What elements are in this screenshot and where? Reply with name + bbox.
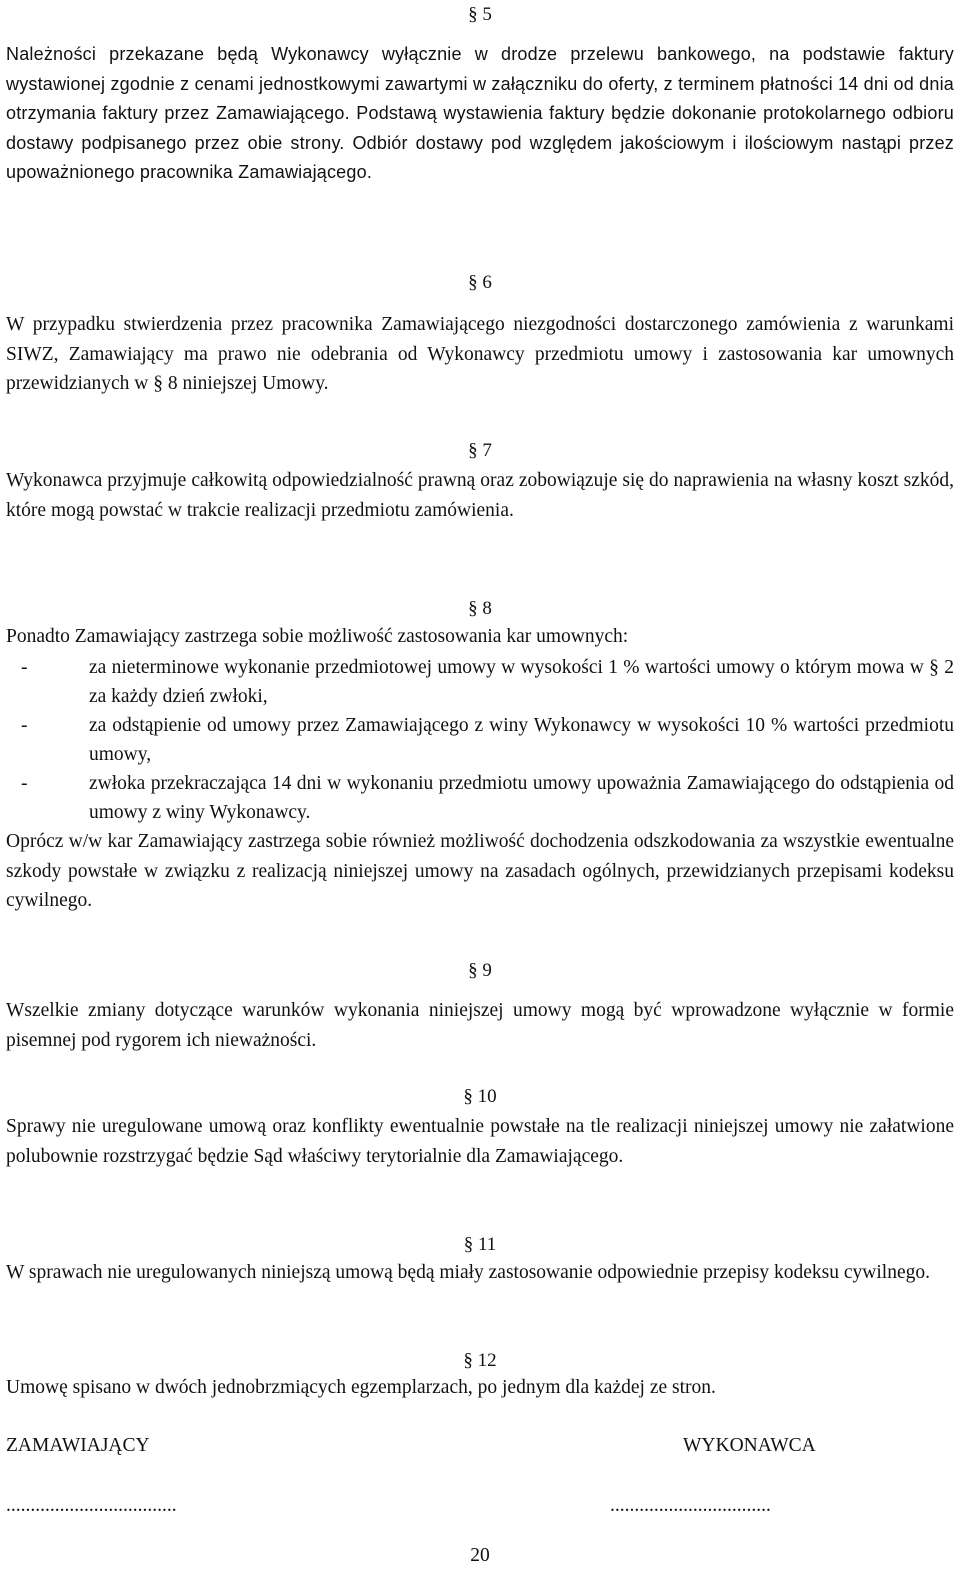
- section-heading-9: § 9: [468, 960, 492, 981]
- section-10-text: Sprawy nie uregulowane umową oraz konflikty ewentualnie powstałe na tle realizacji niniejszej umowy nie załatwione polubownie rozstrzygać będzie Sąd właściwy terytorialnie dla Zamawiającego.: [6, 1116, 954, 1167]
- section-6-text: W przypadku stwierdzenia przez pracownika Zamawiającego niezgodności dostarczonego zamówienia z warunkami SIWZ, Zamawiający ma prawo nie odebrania od Wykonawcy przedmiotu umowy i zastosowania kar umownych przewidzianych w § 8 niniejszej Umowy.: [6, 314, 954, 394]
- page-number: 20: [470, 1545, 490, 1566]
- list-item: - za nieterminowe wykonanie przedmiotowej umowy w wysokości 1 % wartości umowy o którym mowa w § 2 za każdy dzień zwłoki,: [21, 657, 954, 707]
- section-heading-11: § 11: [463, 1234, 497, 1255]
- signature-label-contracting-party: ZAMAWIAJĄCY: [6, 1435, 150, 1456]
- section-8-outro: Oprócz w/w kar Zamawiający zastrzega sobie również możliwość dochodzenia odszkodowania za wszystkie ewentualne szkody powstałe w związku z realizacją niniejszej umowy na zasadach ogólnych, przewidzianych przepisami kodeksu cywilnego.: [6, 831, 954, 911]
- section-heading-7: § 7: [468, 440, 492, 461]
- section-heading-8: § 8: [468, 598, 492, 619]
- section-7-text: Wykonawca przyjmuje całkowitą odpowiedzialność prawną oraz zobowiązuje się do naprawienia na własny koszt szkód, które mogą powstać w trakcie realizacji przedmiotu zamówienia.: [6, 470, 954, 521]
- section-heading-6: § 6: [468, 272, 492, 293]
- section-5-text: Należności przekazane będą Wykonawcy wyłącznie w drodze przelewu bankowego, na podstawie faktury wystawionej zgodnie z cenami jednostkowymi zawartymi w załączniku do oferty, z terminem płatności 14 dni od dnia otrzymania faktury przez Zamawiającego. Podstawą wystawienia faktury będzie dokonanie protokolarnego odbioru dostawy podpisanego przez obie strony. Odbiór dostawy pod względem jakościowym i ilościowym nastąpi przez upoważnionego pracownika Zamawiającego.: [6, 44, 954, 182]
- section-9-text: Wszelkie zmiany dotyczące warunków wykonania niniejszej umowy mogą być wprowadzone wyłącznie w formie pisemnej pod rygorem ich nieważności.: [6, 1000, 954, 1051]
- section-heading-12: § 12: [463, 1350, 497, 1371]
- list-item: - za odstąpienie od umowy przez Zamawiającego z winy Wykonawcy w wysokości 10 % wartości przedmiotu umowy,: [21, 715, 954, 765]
- section-8-intro: Ponadto Zamawiający zastrzega sobie możliwość zastosowania kar umownych:: [6, 626, 629, 647]
- section-heading-5: § 5: [468, 4, 492, 25]
- signature-label-contractor: WYKONAWCA: [683, 1435, 816, 1456]
- penalty-list: [6, 653, 954, 827]
- section-heading-10: § 10: [463, 1086, 497, 1107]
- signature-line-left: ...................................: [6, 1495, 177, 1516]
- section-11-text: W sprawach nie uregulowanych niniejszą umową będą miały zastosowanie odpowiednie przepisy kodeksu cywilnego.: [6, 1262, 930, 1283]
- section-12-text: Umowę spisano w dwóch jednobrzmiących egzemplarzach, po jednym dla każdej ze stron.: [6, 1377, 716, 1398]
- list-item: - zwłoka przekraczająca 14 dni w wykonaniu przedmiotu umowy upoważnia Zamawiającego do odstąpienia od umowy z winy Wykonawcy.: [21, 773, 954, 823]
- signature-line-right: .................................: [610, 1495, 771, 1516]
